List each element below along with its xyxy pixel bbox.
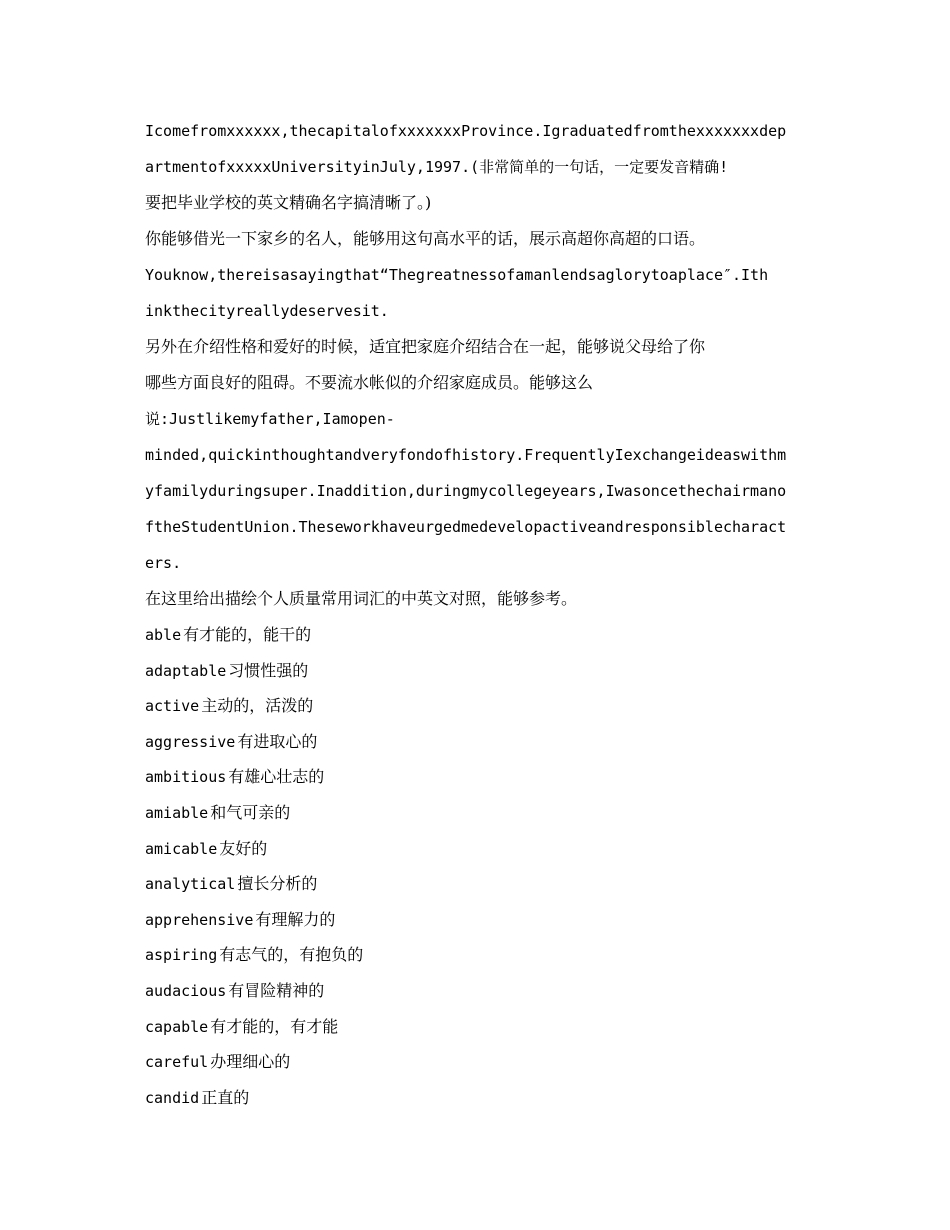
vocab-english: careful bbox=[145, 1053, 209, 1072]
vocab-chinese: 有进取心的 bbox=[237, 731, 318, 751]
vocab-english: analytical bbox=[145, 875, 236, 894]
vocab-chinese: 习惯性强的 bbox=[228, 660, 309, 680]
vocab-english: ambitious bbox=[145, 768, 227, 787]
vocab-item bbox=[145, 653, 811, 689]
vocab-chinese: 有理解力的 bbox=[255, 909, 336, 929]
text-line: artmentofxxxxxUniversityinJuly,1997.(非常简单的一句话，一定要发音精确! bbox=[145, 158, 729, 176]
vocab-english: amicable bbox=[145, 839, 218, 858]
text-line: minded,quickinthoughtandveryfondofhistory.FrequentlyIexchangeideaswithm bbox=[145, 446, 787, 464]
text-line: inkthecityreallydeservesit. bbox=[145, 302, 389, 320]
vocab-item bbox=[145, 1044, 811, 1080]
text-line: 说:Justlikemyfather,Iamopen- bbox=[145, 410, 395, 428]
paragraph-hometown-tip bbox=[145, 221, 811, 257]
text-line: 哪些方面良好的阻碍。不要流水帐似的介绍家庭成员。能够这么 bbox=[145, 373, 594, 392]
vocab-chinese: 有才能的，有才能 bbox=[210, 1016, 339, 1036]
text-line: 你能够借光一下家乡的名人，能够用这句高水平的话，展示高超你高超的口语。 bbox=[145, 229, 706, 248]
vocab-english: aggressive bbox=[145, 732, 236, 751]
paragraph-self-intro bbox=[145, 113, 811, 221]
vocab-item bbox=[145, 866, 811, 902]
vocab-item bbox=[145, 795, 811, 831]
vocab-chinese: 有志气的，有抱负的 bbox=[219, 945, 364, 965]
text-line: ftheStudentUnion.Theseworkhaveurgedmedevelopactiveandresponsiblecharact bbox=[145, 518, 787, 536]
vocabulary-list bbox=[145, 617, 811, 1115]
document-body bbox=[145, 113, 811, 1115]
paragraph-family-intro bbox=[145, 329, 811, 581]
vocab-english: amiable bbox=[145, 803, 209, 822]
vocab-chinese: 办理细心的 bbox=[210, 1052, 291, 1072]
vocab-chinese: 友好的 bbox=[219, 838, 268, 858]
vocab-english: active bbox=[145, 697, 200, 716]
vocab-english: candid bbox=[145, 1088, 200, 1107]
vocab-item bbox=[145, 1080, 811, 1116]
text-line: ers. bbox=[145, 554, 182, 572]
vocab-item bbox=[145, 617, 811, 653]
vocab-english: audacious bbox=[145, 981, 227, 1000]
vocab-chinese: 有雄心壮志的 bbox=[228, 767, 325, 787]
vocab-item bbox=[145, 973, 811, 1009]
vocab-chinese: 有冒险精神的 bbox=[228, 980, 325, 1000]
vocab-chinese: 有才能的，能干的 bbox=[183, 625, 312, 644]
paragraph-hometown-quote bbox=[145, 257, 811, 329]
vocab-item bbox=[145, 724, 811, 760]
vocab-english: adaptable bbox=[145, 661, 227, 680]
vocab-english: capable bbox=[145, 1017, 209, 1036]
vocab-item bbox=[145, 688, 811, 724]
vocab-chinese: 主动的，活泼的 bbox=[201, 696, 314, 716]
text-line: Icomefromxxxxxx,thecapitalofxxxxxxxProvince.Igraduatedfromthexxxxxxxdep bbox=[145, 122, 787, 140]
text-line: 另外在介绍性格和爱好的时候，适宜把家庭介绍结合在一起，能够说父母给了你 bbox=[145, 337, 706, 356]
vocab-item bbox=[145, 759, 811, 795]
vocab-english: aspiring bbox=[145, 946, 218, 965]
text-line: 要把毕业学校的英文精确名字搞清晰了。) bbox=[145, 193, 432, 212]
paragraph-vocab-intro bbox=[145, 581, 811, 617]
vocab-item bbox=[145, 937, 811, 973]
vocab-chinese: 正直的 bbox=[201, 1087, 250, 1107]
text-line: 在这里给出描绘个人质量常用词汇的中英文对照，能够参考。 bbox=[145, 589, 578, 608]
vocab-chinese: 和气可亲的 bbox=[210, 802, 291, 822]
vocab-item bbox=[145, 902, 811, 938]
vocab-item bbox=[145, 1009, 811, 1045]
vocab-english: apprehensive bbox=[145, 910, 254, 929]
text-line: Youknow,thereisasayingthat“Thegreatnessofamanlendsaglorytoaplace″.Ith bbox=[145, 266, 769, 284]
vocab-chinese: 擅长分析的 bbox=[237, 874, 318, 894]
vocab-item bbox=[145, 831, 811, 867]
vocab-english: able bbox=[145, 626, 182, 644]
text-line: yfamilyduringsuper.Inaddition,duringmycollegeyears,Iwasoncethechairmano bbox=[145, 482, 787, 500]
